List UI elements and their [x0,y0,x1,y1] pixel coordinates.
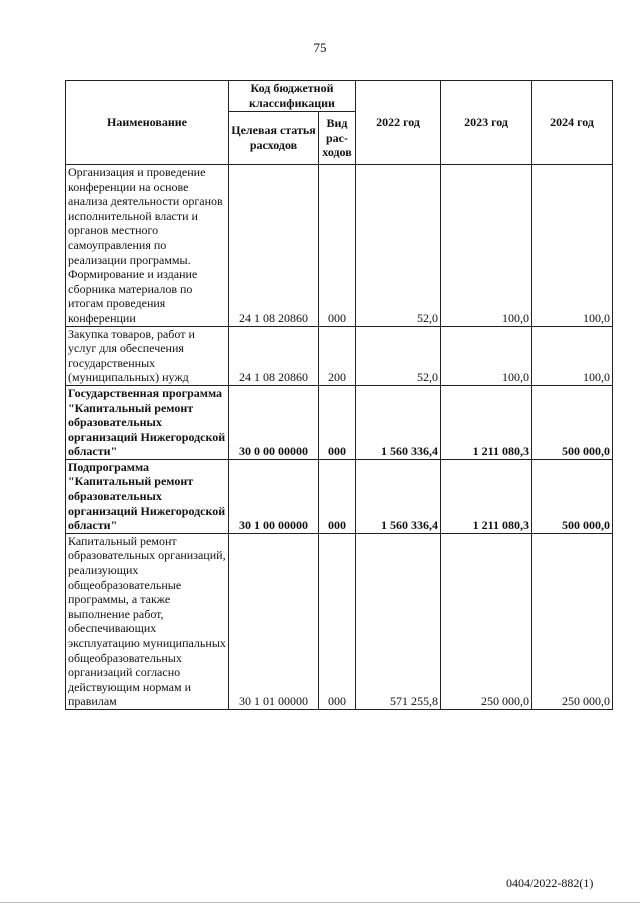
header-2023: 2023 год [441,81,532,165]
header-expense-type: Вид рас-ходов [319,112,356,165]
row-value-2024: 100,0 [532,326,613,385]
row-name: Закупка товаров, работ и услуг для обеспечения государственных (муниципальных) нужд [66,326,229,385]
row-value-2022: 1 560 336,4 [356,459,441,533]
row-value-2022: 571 255,8 [356,533,441,709]
header-2022: 2022 год [356,81,441,165]
row-value-2023: 100,0 [441,326,532,385]
row-value-2024: 100,0 [532,165,613,327]
row-expense-kind: 200 [319,326,356,385]
header-kbk: Код бюджетной классификации [229,81,356,112]
row-name: Капитальный ремонт образовательных организаций, реализующих общеобразовательные программы, а также выполнение работ, обеспечивающих эксплуатацию муниципальных общеобразовательных организаций согласно действующим нормам и правилам [66,533,229,709]
table-row [66,533,613,709]
row-value-2022: 1 560 336,4 [356,385,441,459]
row-value-2022: 52,0 [356,326,441,385]
row-expense-kind: 000 [319,459,356,533]
row-value-2022: 52,0 [356,165,441,327]
header-name: Наименование [66,81,229,165]
row-name: Подпрограмма "Капитальный ремонт образовательных организаций Нижегородской области" [66,459,229,533]
row-value-2024: 500 000,0 [532,385,613,459]
table-row-subprogram [66,459,613,533]
scan-edge-line [0,902,640,903]
row-expense-kind: 000 [319,385,356,459]
row-value-2023: 1 211 080,3 [441,459,532,533]
budget-table [65,80,613,710]
table-row [66,326,613,385]
row-expense-kind: 000 [319,165,356,327]
row-expense-kind: 000 [319,533,356,709]
table-row-program [66,385,613,459]
row-value-2024: 500 000,0 [532,459,613,533]
table-row [66,165,613,327]
row-name: Организация и проведение конференции на основе анализа деятельности органов исполнительной власти и органов местного самоуправления по реализации программы. Формирование и издание сборника материалов по итогам проведения конференции [66,165,229,327]
header-2024: 2024 год [532,81,613,165]
row-value-2024: 250 000,0 [532,533,613,709]
row-target-code: 24 1 08 20860 [229,326,319,385]
row-target-code: 24 1 08 20860 [229,165,319,327]
document-code: 0404/2022-882(1) [506,876,594,890]
row-target-code: 30 1 01 00000 [229,533,319,709]
header-target-article: Целевая статья расходов [229,112,319,165]
page-number: 75 [313,40,327,55]
row-target-code: 30 1 00 00000 [229,459,319,533]
row-value-2023: 1 211 080,3 [441,385,532,459]
row-value-2023: 250 000,0 [441,533,532,709]
row-target-code: 30 0 00 00000 [229,385,319,459]
row-name: Государственная программа "Капитальный ремонт образовательных организаций Нижегородской области" [66,385,229,459]
row-value-2023: 100,0 [441,165,532,327]
